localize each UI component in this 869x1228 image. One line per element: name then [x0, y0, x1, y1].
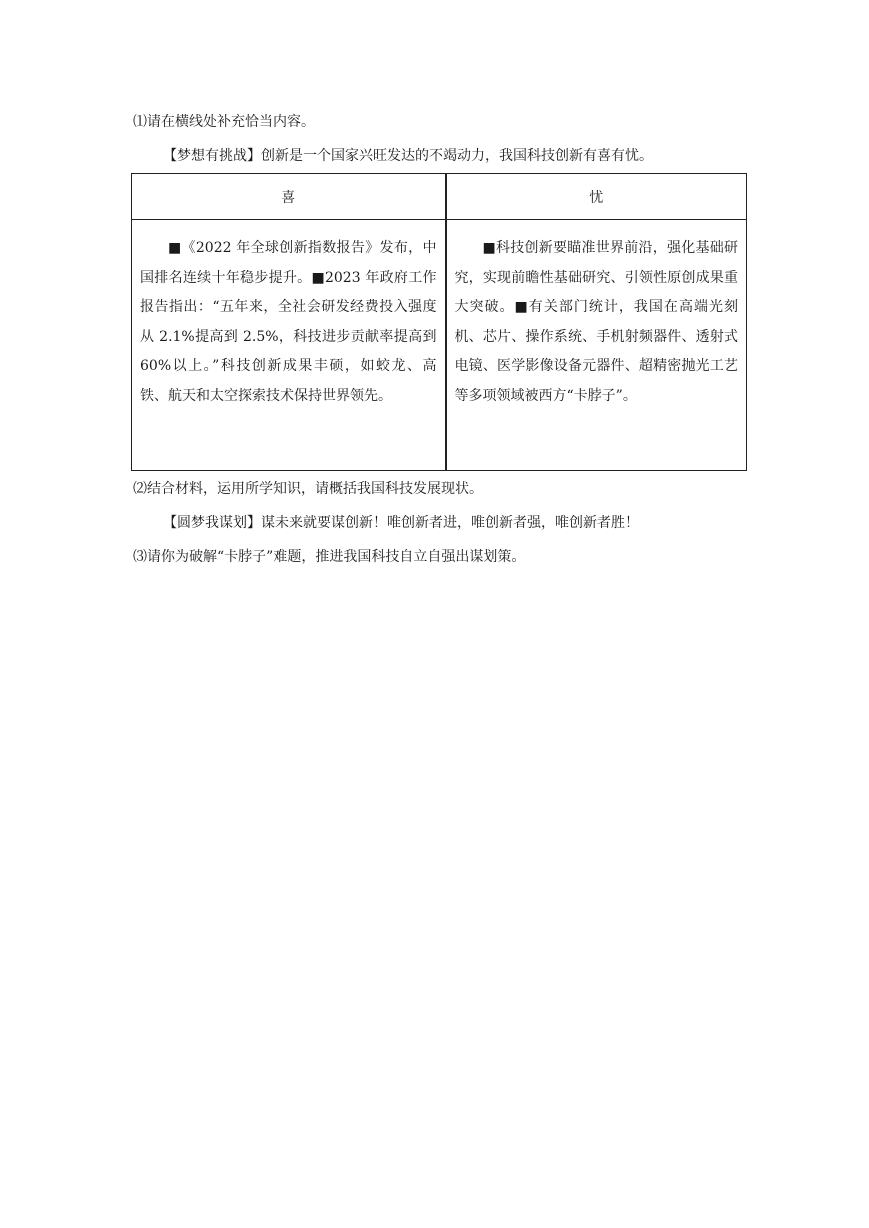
joy-worry-table	[131, 173, 747, 471]
joy-text: ■《2022 年全球创新指数报告》发布，中国排名连续十年稳步提升。■2023 年政府工作报告指出：“五年来，全社会研发经费投入强度从 2.1%提高到 2.5%，科技进步贡献率提高到 60%以上。”科技创新成果丰硕，如蛟龙、高铁、航天和太空探索技术保持世界领先。	[140, 240, 437, 404]
section-intro-dream-challenge: 【梦想有挑战】创新是一个国家兴旺发达的不竭动力，我国科技创新有喜有忧。	[163, 148, 653, 164]
question-3: ⑶请你为破解“卡脖子”难题，推进我国科技自立自强出谋划策。	[133, 549, 526, 565]
question-2: ⑵结合材料，运用所学知识，请概括我国科技发展现状。	[133, 481, 483, 497]
worry-text: ■科技创新要瞄准世界前沿，强化基础研究，实现前瞻性基础研究、引领性原创成果重大突破。■有关部门统计，我国在高端光刻机、芯片、操作系统、手机射频器件、透射式电镜、医学影像设备元器件、超精密抛光工艺等多项领域被西方“卡脖子”。	[454, 240, 738, 404]
header-worry: 忧	[446, 174, 747, 220]
question-1: ⑴请在横线处补充恰当内容。	[133, 114, 315, 130]
cell-joy	[132, 220, 446, 471]
cell-worry	[446, 220, 747, 471]
header-joy: 喜	[132, 174, 446, 220]
section-intro-dream-plan: 【圆梦我谋划】谋未来就要谋创新！唯创新者进，唯创新者强，唯创新者胜！	[163, 515, 639, 531]
